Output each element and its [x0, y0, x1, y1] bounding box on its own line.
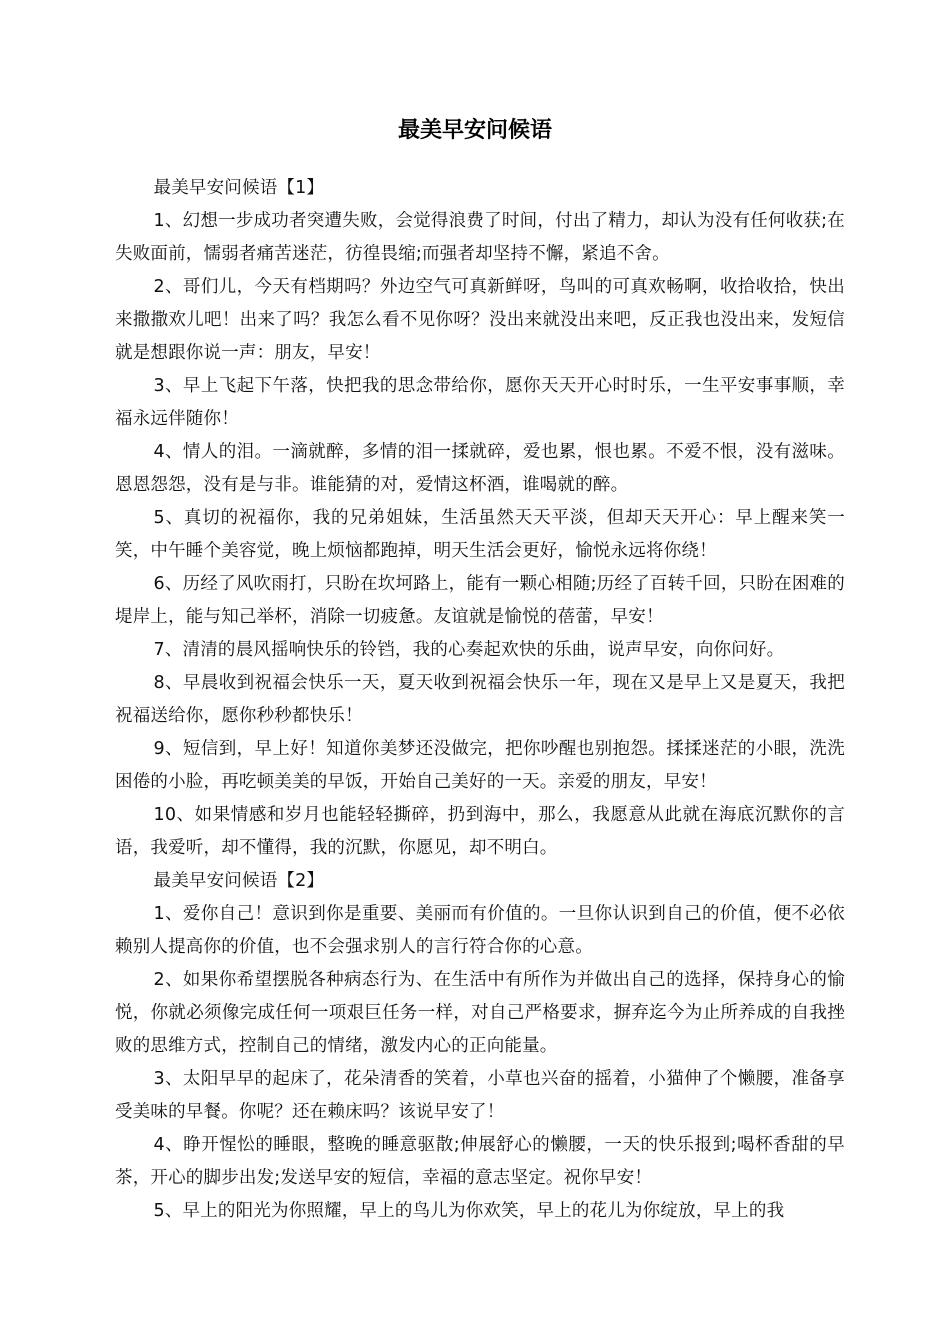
paragraph: 1、爱你自己！意识到你是重要、美丽而有价值的。一旦你认识到自己的价值，便不必依赖别人提高你的价值，也不会强求别人的言行符合你的心意。	[115, 904, 845, 957]
paragraph: 4、情人的泪。一滴就醉，多情的泪一揉就碎，爱也累，恨也累。不爱不恨，没有滋味。恩恩怨怨，没有是与非。谁能猜的对，爱情这杯酒，谁喝就的醉。	[115, 442, 845, 495]
paragraph: 1、幻想一步成功者突遭失败，会觉得浪费了时间，付出了精力，却认为没有任何收获;在失败面前，懦弱者痛苦迷茫，彷徨畏缩;而强者却坚持不懈，紧追不舍。	[115, 211, 845, 264]
section-heading-2: 最美早安问候语【2】	[153, 871, 325, 891]
section-heading-1: 最美早安问候语【1】	[153, 178, 325, 198]
paragraph: 3、早上飞起下午落，快把我的思念带给你，愿你天天开心时时乐，一生平安事事顺，幸福永远伴随你！	[115, 376, 845, 429]
paragraph: 7、清清的晨风摇响快乐的铃铛，我的心奏起欢快的乐曲，说声早安，向你问好。	[153, 640, 785, 660]
document-title: 最美早安问候语	[397, 118, 552, 143]
paragraph: 3、太阳早早的起床了，花朵清香的笑着，小草也兴奋的摇着，小猫伸了个懒腰，准备享受美味的早餐。你呢？还在赖床吗？该说早安了！	[115, 1069, 845, 1122]
paragraph: 9、短信到，早上好！知道你美梦还没做完，把你吵醒也别抱怨。揉揉迷茫的小眼，洗洗困倦的小脸，再吃顿美美的早饭，开始自己美好的一天。亲爱的朋友，早安！	[115, 739, 845, 792]
paragraph: 8、早晨收到祝福会快乐一天，夏天收到祝福会快乐一年，现在又是早上又是夏天，我把祝福送给你，愿你秒秒都快乐！	[115, 673, 845, 726]
paragraph: 4、睁开惺忪的睡眼，整晚的睡意驱散;伸展舒心的懒腰，一天的快乐报到;喝杯香甜的早茶，开心的脚步出发;发送早安的短信，幸福的意志坚定。祝你早安！	[115, 1135, 845, 1188]
document-body	[115, 172, 845, 1228]
paragraph: 6、历经了风吹雨打，只盼在坎坷路上，能有一颗心相随;历经了百转千回，只盼在困难的堤岸上，能与知己举杯，消除一切疲惫。友谊就是愉悦的蓓蕾，早安！	[115, 574, 845, 627]
paragraph: 5、真切的祝福你，我的兄弟姐妹，生活虽然天天平淡，但却天天开心：早上醒来笑一笑，中午睡个美容觉，晚上烦恼都跑掉，明天生活会更好，愉悦永远将你绕！	[115, 508, 845, 561]
paragraph: 5、早上的阳光为你照耀，早上的鸟儿为你欢笑，早上的花儿为你绽放，早上的我	[153, 1201, 785, 1221]
paragraph: 2、如果你希望摆脱各种病态行为、在生活中有所作为并做出自己的选择，保持身心的愉悦，你就必须像完成任何一项艰巨任务一样，对自己严格要求，摒弃迄今为止所养成的自我挫败的思维方式，控制自己的情绪，激发内心的正向能量。	[115, 970, 845, 1056]
paragraph: 10、如果情感和岁月也能轻轻撕碎，扔到海中，那么，我愿意从此就在海底沉默你的言语，我爱听，却不懂得，我的沉默，你愿见，却不明白。	[115, 805, 845, 858]
paragraph: 2、哥们儿，今天有档期吗？外边空气可真新鲜呀，鸟叫的可真欢畅啊，收拾收拾，快出来撒撒欢儿吧！出来了吗？我怎么看不见你呀？没出来就没出来吧，反正我也没出来，发短信就是想跟你说一声：朋友，早安！	[115, 277, 845, 363]
